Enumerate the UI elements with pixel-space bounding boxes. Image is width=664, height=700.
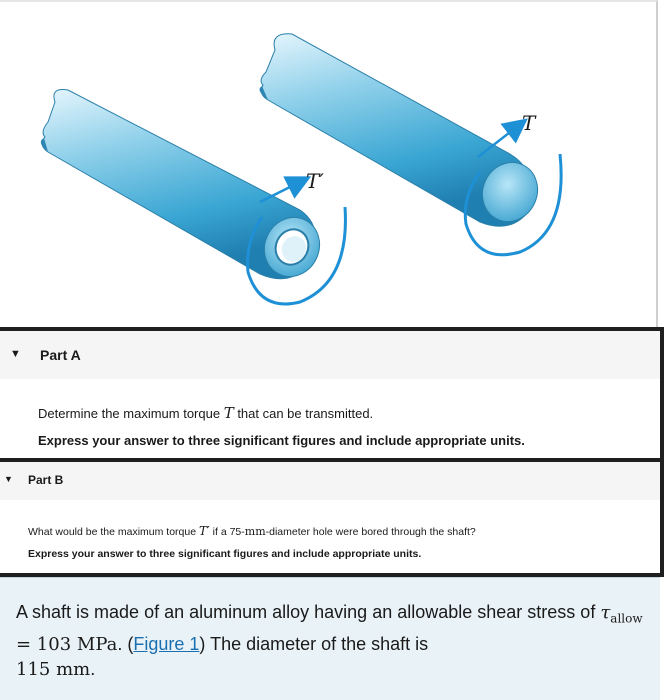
part-b-title[interactable]: Part B <box>28 473 64 487</box>
part-b-instruction: Express your answer to three significant figures and include appropriate units. <box>28 548 422 560</box>
problem-text: A shaft is made of an aluminum alloy having an allowable shear stress of $\tau_{allow} = 103$ MPa. (Figure 1) The diameter of the shaft is 115 mm. <box>16 602 643 680</box>
part-a-instruction: Express your answer to three significant figures and include appropriate units. <box>38 433 525 448</box>
divider <box>660 327 664 577</box>
part-b-question: What would be the maximum torque T′ if a 75-mm-diameter hole were bored through the shaft? <box>28 524 476 538</box>
torque-label-right: T <box>522 111 536 135</box>
torque-label-left: T′ <box>306 169 324 193</box>
shaft-figure <box>0 2 658 329</box>
part-b-header[interactable] <box>0 462 660 500</box>
figure-link[interactable]: Figure 1 <box>133 633 200 654</box>
problem-statement <box>0 577 660 700</box>
part-a-question: Determine the maximum torque T that can be transmitted. <box>38 404 374 422</box>
part-a-header[interactable] <box>0 331 660 379</box>
figure-panel <box>0 0 658 327</box>
solid-shaft <box>260 34 548 231</box>
caret-down-icon[interactable]: ▼ <box>10 348 21 360</box>
part-a-title[interactable]: Part A <box>40 347 81 363</box>
caret-down-icon[interactable]: ▼ <box>4 474 13 484</box>
hollow-shaft <box>41 90 329 286</box>
